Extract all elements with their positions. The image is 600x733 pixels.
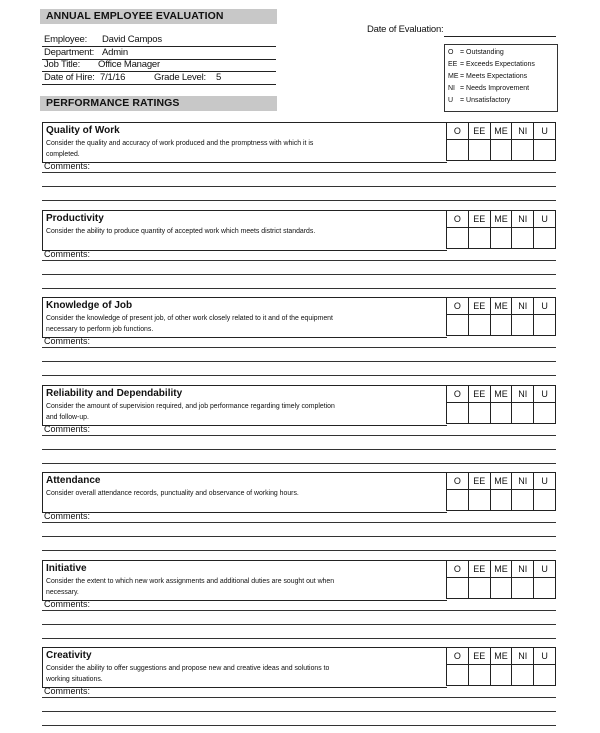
rating-grid-header [447,386,555,403]
section-header [42,560,447,601]
comments-label: Comments: [44,686,91,696]
comments-label: Comments: [44,248,91,259]
rating-checkbox-ee[interactable] [468,578,490,598]
comment-line[interactable] [42,610,556,611]
rating-checkbox-u[interactable] [533,315,555,335]
legend-item: U = Unsatisfactory [448,97,511,104]
rating-header-ee: EE [468,473,490,489]
hire-grade-row [42,72,276,85]
rating-grid-body [447,665,555,685]
employee-row [42,34,276,47]
rating-header-me: ME [490,386,512,402]
employee-info [42,34,276,86]
comment-line[interactable] [42,725,556,726]
rating-grid-body [447,315,555,335]
rating-header-u: U [533,386,555,402]
rating-checkbox-ee[interactable] [468,140,490,160]
rating-header-ee: EE [468,123,490,139]
rating-legend [444,44,558,112]
comments-label: Comments: [44,511,91,521]
rating-header-u: U [533,211,555,227]
comment-line[interactable] [42,550,556,551]
comment-line[interactable] [42,522,556,523]
rating-section-reliability-and-dependability [42,385,556,471]
rating-header-o: O [453,388,461,399]
comment-line[interactable] [42,288,556,289]
rating-header-ni: NI [511,386,533,402]
rating-checkbox-u[interactable] [533,578,555,598]
section-title: Attendance [46,475,101,486]
rating-checkbox-ni[interactable] [511,315,533,335]
rating-header-me: ME [490,648,512,664]
comment-line[interactable] [42,200,556,201]
comment-line[interactable] [42,172,556,173]
rating-checkbox-ni[interactable] [511,228,533,248]
rating-checkbox-ni[interactable] [511,140,533,160]
comment-line[interactable] [42,186,556,187]
comment-line[interactable] [42,347,556,348]
comment-line[interactable] [42,361,556,362]
rating-checkbox-me[interactable] [490,315,512,335]
rating-checkbox-me[interactable] [490,403,512,423]
rating-checkbox-u[interactable] [533,228,555,248]
grade-level-value[interactable]: 5 [216,72,222,83]
rating-checkbox-o[interactable] [447,490,468,510]
section-description: Consider the ability to offer suggestions and propose new and creative ideas and solutions to working situations. [46,665,330,683]
rating-header-u: U [533,561,555,577]
section-header [42,472,447,513]
rating-grid [446,560,556,599]
section-title: Quality of Work [46,125,120,136]
rating-header-ee: EE [468,298,490,314]
comment-line[interactable] [42,463,556,464]
date-of-evaluation-label: Date of Evaluation: [367,24,444,35]
rating-grid [446,385,556,424]
section-description: Consider the ability to produce quantity of accepted work which meets district standards. [46,227,316,235]
rating-checkbox-o[interactable] [447,665,468,685]
rating-header-o: O [453,651,461,661]
rating-grid [446,297,556,336]
rating-section-creativity [42,647,556,733]
comments-label: Comments: [44,598,91,609]
rating-checkbox-me[interactable] [490,665,512,685]
rating-header-ee: EE [468,561,490,577]
legend-item: NI = Needs Improvement [448,85,530,92]
comment-line[interactable] [42,274,556,275]
rating-header-ni: NI [511,473,533,489]
performance-ratings-heading: PERFORMANCE RATINGS [40,96,277,111]
rating-header-ni: NI [511,298,533,314]
rating-header-o: O [453,563,461,574]
rating-header-u: U [533,298,555,314]
rating-grid-header [447,648,555,665]
job-title-label: Job Title: [44,59,81,70]
rating-grid [446,647,556,686]
rating-grid-body [447,578,555,598]
rating-header-ni: NI [511,561,533,577]
comment-line[interactable] [42,697,556,698]
rating-section-knowledge-of-job [42,297,556,383]
rating-grid-body [447,140,555,160]
employee-label: Employee: [44,34,88,45]
rating-checkbox-u[interactable] [533,403,555,423]
section-description: Consider the extent to which new work assignments and additional duties are sought out when necessary. [46,577,335,596]
section-title: Reliability and Dependability [46,387,183,399]
rating-header-ee: EE [468,648,490,664]
rating-checkbox-me[interactable] [490,490,512,510]
rating-checkbox-ni[interactable] [511,403,533,423]
comment-line[interactable] [42,711,556,712]
date-of-evaluation-field[interactable] [444,26,556,37]
rating-checkbox-o[interactable] [447,228,468,248]
rating-checkbox-me[interactable] [490,228,512,248]
rating-checkbox-ee[interactable] [468,665,490,685]
comment-line[interactable] [42,449,556,450]
section-title: Knowledge of Job [46,300,133,311]
rating-header-me: ME [490,123,512,139]
date-of-hire-label: Date of Hire: [44,72,95,83]
rating-checkbox-ni[interactable] [511,665,533,685]
comment-line[interactable] [42,435,556,436]
rating-grid-header [447,473,555,490]
rating-checkbox-o[interactable] [447,578,468,598]
rating-header-u: U [533,123,555,139]
comments-label: Comments: [44,161,91,171]
rating-section-attendance [42,472,556,558]
rating-checkbox-ee[interactable] [468,403,490,423]
rating-header-ni: NI [511,123,533,139]
rating-checkbox-o[interactable] [447,403,468,423]
rating-header-u: U [533,648,555,664]
rating-section-quality-of-work [42,122,556,208]
comment-line[interactable] [42,624,556,625]
comment-line[interactable] [42,375,556,376]
section-header [42,122,447,163]
comment-line[interactable] [42,260,556,261]
section-description: Consider overall attendance records, punctuality and observance of working hours. [46,490,299,497]
rating-checkbox-me[interactable] [490,140,512,160]
rating-checkbox-ee[interactable] [468,228,490,248]
rating-header-ee: EE [468,386,490,402]
legend-item: O = Outstanding [448,49,504,56]
rating-header-me: ME [490,211,512,227]
section-header [42,647,447,688]
section-header [42,210,447,251]
rating-grid-body [447,403,555,423]
rating-checkbox-ni[interactable] [511,490,533,510]
legend-item: ME = Meets Expectations [448,73,528,80]
rating-grid-body [447,490,555,510]
comment-line[interactable] [42,638,556,639]
section-title: Initiative [46,562,87,574]
job-title-value[interactable]: Office Manager [98,59,160,70]
rating-checkbox-me[interactable] [490,578,512,598]
rating-header-me: ME [490,473,512,489]
rating-header-ni: NI [511,648,533,664]
department-label: Department: [44,47,95,58]
rating-grid [446,472,556,511]
section-title: Creativity [46,650,92,661]
section-title: Productivity [46,212,104,224]
comments-label: Comments: [44,423,91,434]
section-header [42,297,447,338]
rating-checkbox-ni[interactable] [511,578,533,598]
rating-header-o: O [453,301,461,311]
job-title-row [42,59,276,72]
grade-level-label: Grade Level: [154,72,206,83]
rating-checkbox-u[interactable] [533,140,555,160]
rating-grid-header [447,298,555,315]
comment-line[interactable] [42,536,556,537]
rating-checkbox-ee[interactable] [468,315,490,335]
rating-header-o: O [453,126,461,136]
rating-grid-body [447,228,555,248]
legend-item: EE = Exceeds Expectations [448,61,535,68]
rating-checkbox-ee[interactable] [468,490,490,510]
rating-header-u: U [533,473,555,489]
rating-header-me: ME [490,561,512,577]
rating-header-me: ME [490,298,512,314]
rating-checkbox-u[interactable] [533,665,555,685]
department-value[interactable]: Admin [102,47,128,58]
rating-grid-header [447,123,555,140]
section-header [42,385,447,426]
rating-grid [446,122,556,161]
rating-grid [446,210,556,249]
form-title: ANNUAL EMPLOYEE EVALUATION [40,9,277,24]
rating-header-ee: EE [468,211,490,227]
rating-grid-header [447,211,555,228]
section-description: Consider the knowledge of present job, of other work closely related to it and of the equipment necessary to perform job functions. [46,315,333,333]
section-description: Consider the amount of supervision required, and job performance regarding timely completion and follow-up. [46,402,335,421]
rating-header-ni: NI [511,211,533,227]
date-of-hire-value[interactable]: 7/1/16 [100,72,126,83]
rating-checkbox-o[interactable] [447,140,468,160]
section-description: Consider the quality and accuracy of work produced and the promptness with which it is completed. [46,140,314,158]
rating-grid-header [447,561,555,578]
comments-label: Comments: [44,336,91,346]
rating-section-productivity [42,210,556,296]
rating-checkbox-u[interactable] [533,490,555,510]
rating-header-o: O [453,213,461,224]
employee-value[interactable]: David Campos [102,34,162,45]
rating-section-initiative [42,560,556,646]
rating-header-o: O [453,476,461,486]
rating-checkbox-o[interactable] [447,315,468,335]
